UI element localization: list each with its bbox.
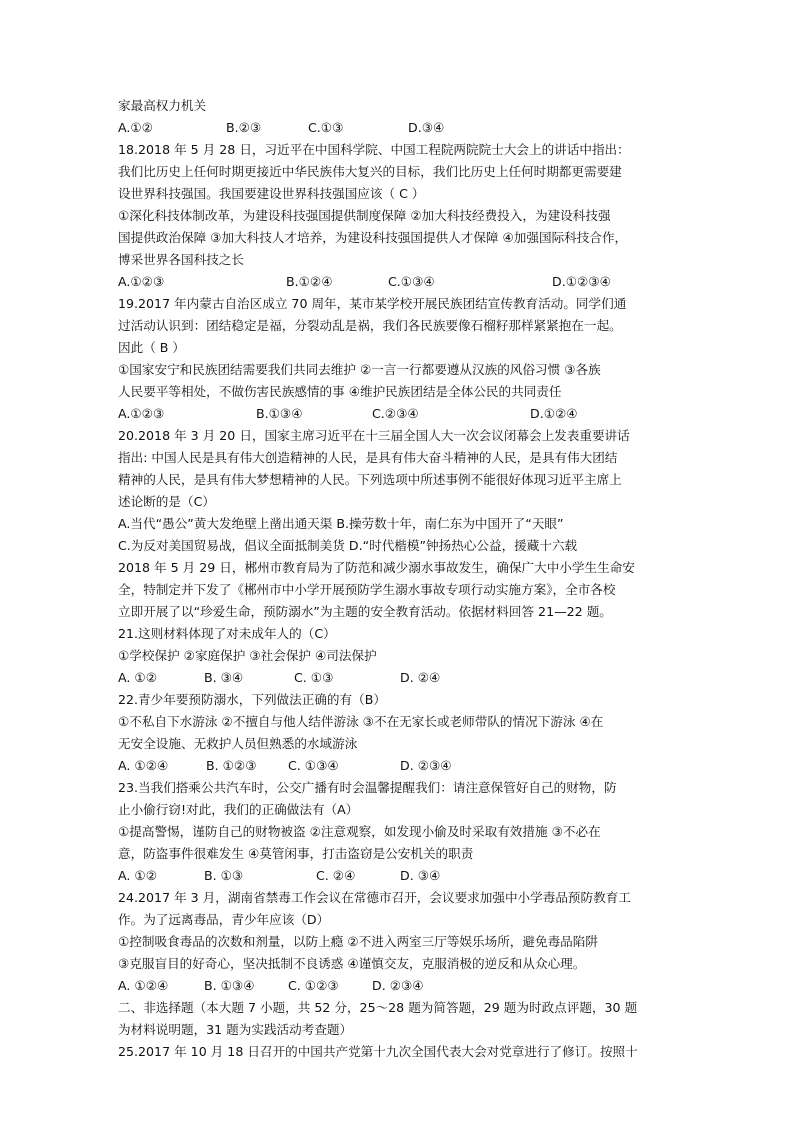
question-stem-line: ①控制吸食毒品的次数和剂量，以防上瘾 ②不进入两室三厅等娱乐场所，避免毒品陷阱 [118, 934, 598, 949]
option-c: C. ①②③ [288, 978, 339, 993]
option-a: A. ①②④ [118, 758, 169, 773]
question-20 [118, 425, 678, 557]
option-b: B.②③ [226, 120, 262, 135]
question-stem-line: ①提高警惕，谨防自己的财物被盗 ②注意观察，如发现小偷及时采取有效措施 ③不必在 [118, 824, 601, 839]
option-b: B. ③④ [204, 670, 244, 685]
question-stem-line: 家最高权力机关 [118, 98, 207, 113]
question-stem-line: 设世界科技强国。我国要建设世界科技强国应该（ C ） [118, 186, 425, 201]
question-stem-line: 意，防盗事件很难发生 ④莫管闲事，打击盗窃是公安机关的职责 [118, 846, 474, 861]
question-options [118, 755, 678, 777]
question-stem-line: ③克服盲目的好奇心，坚决抵制不良诱惑 ④谨慎交友，克服消极的逆反和从众心理。 [118, 956, 586, 971]
question-23 [118, 777, 678, 887]
question-stem-line: 止小偷行窃!对此，我们的正确做法有（A） [118, 802, 359, 817]
question-stem-line: 因此（ B ） [118, 340, 186, 355]
question-stem-line: 21.这则材料体现了对未成年人的（C） [118, 626, 336, 641]
question-25 [118, 1041, 678, 1063]
option-c: C.①③ [308, 120, 344, 135]
option-a: A. ①② [118, 868, 157, 883]
option-d: D. ②③④ [372, 978, 424, 993]
question-stem-line: 24.2017 年 3 月，湖南省禁毒工作会议在常德市召开，会议要求加强中小学毒品预防教育工 [118, 890, 631, 905]
question-options [118, 667, 678, 689]
question-18 [118, 139, 678, 293]
question-stem-line: 20.2018 年 3 月 20 日，国家主席习近平在十三届全国人大一次会议闭幕会上发表重要讲话 [118, 428, 630, 443]
question-stem-line: 22.青少年要预防溺水，下列做法正确的有（B） [118, 692, 386, 707]
question-stem-line: 过活动认识到：团结稳定是福，分裂动乱是祸，我们各民族要像石榴籽那样紧紧抱在一起。 [118, 318, 622, 333]
question-stem-line: ①不私自下水游泳 ②不擅自与他人结伴游泳 ③不在无家长或老师带队的情况下游泳 ④在 [118, 714, 604, 729]
option-d: D.③④ [408, 120, 445, 135]
question-options [118, 975, 678, 997]
question-stem-line: 我们比历史上任何时期更接近中华民族伟大复兴的目标，我们比历史上任何时期都更需要建 [118, 164, 622, 179]
question-stem-line: ①深化科技体制改革，为建设科技强国提供制度保障 ②加大科技经费投入，为建设科技强 [118, 208, 611, 223]
question-stem-line: 无安全设施、无救护人员但熟悉的水域游泳 [118, 736, 358, 751]
material-line: 立即开展了以“珍爱生命，预防溺水”为主题的安全教育活动。依据材料回答 21—22 题。 [118, 604, 612, 619]
option-c: C. ①③ [294, 670, 334, 685]
question-24 [118, 887, 678, 997]
option-c: C. ①③④ [288, 758, 339, 773]
question-stem-line: 23.当我们搭乘公共汽车时，公交广播有时会温馨提醒我们：请注意保管好自己的财物，防 [118, 780, 617, 795]
option-a: A.①② [118, 120, 153, 135]
section-heading-line: 为材料说明题，31 题为实践活动考查题） [118, 1022, 353, 1037]
option-d: D.①②③④ [552, 274, 611, 289]
question-options [118, 403, 678, 425]
option-a: A. ①② [118, 670, 157, 685]
option-b: B. ①②③ [206, 758, 257, 773]
option-b: B. ①③④ [204, 978, 255, 993]
question-stem-line: 指出: 中国人民是具有伟大创造精神的人民，是具有伟大奋斗精神的人民，是具有伟大团结 [118, 450, 618, 465]
option-d: D. ②④ [400, 670, 441, 685]
question-17-tail [118, 95, 678, 139]
question-stem-line: 19.2017 年内蒙古自治区成立 70 周年，某市某学校开展民族团结宣传教育活动。同学们通 [118, 296, 627, 311]
question-stem-line: 述论断的是（C） [118, 494, 215, 509]
option-b: B. ①③ [204, 868, 244, 883]
section-two-heading [118, 997, 678, 1041]
question-options [118, 271, 678, 293]
option-b: B.①③④ [256, 406, 303, 421]
question-19 [118, 293, 678, 425]
question-option-line: C.为反对美国贸易战，倡议全面抵制美货 D.“时代楷模”钟扬热心公益，援藏十六载 [118, 538, 578, 553]
question-option-line: A.当代“愚公”黄大发绝壁上凿出通天渠 B.操劳数十年，南仁东为中国开了“天眼” [118, 516, 564, 531]
question-stem-line: 18.2018 年 5 月 28 日，习近平在中国科学院、中国工程院两院院士大会上的讲话中指出： [118, 142, 630, 157]
option-a: A.①②③ [118, 406, 165, 421]
option-a: A. ①②④ [118, 978, 169, 993]
question-options [118, 865, 678, 887]
question-stem-line: 人民要平等相处，不做伤害民族感情的事 ④维护民族团结是全体公民的共同责任 [118, 384, 562, 399]
material-line: 全，特制定并下发了《郴州市中小学开展预防学生溺水事故专项行动实施方案》，全市各校 [118, 582, 616, 597]
material-line: 2018 年 5 月 29 日，郴州市教育局为了防范和减少溺水事故发生，确保广大中小学生生命安 [118, 560, 635, 575]
option-d: D. ②③④ [400, 758, 452, 773]
question-stem-line: ①国家安宁和民族团结需要我们共同去维护 ②一言一行都要遵从汉族的风俗习惯 ③各族 [118, 362, 601, 377]
option-c: C.②③④ [372, 406, 419, 421]
option-c: C. ②④ [316, 868, 356, 883]
question-22 [118, 689, 678, 777]
question-stem-line: 精神的人民，是具有伟大梦想精神的人民。下列选项中所述事例不能很好体现习近平主席上 [118, 472, 622, 487]
question-stem-line: 25.2017 年 10 月 18 日召开的中国共产党第十九次全国代表大会对党章进行了修订。按照十 [118, 1044, 638, 1059]
reading-material [118, 557, 678, 623]
question-stem-line: ①学校保护 ②家庭保护 ③社会保护 ④司法保护 [118, 648, 377, 663]
question-stem-line: 作。为了远离毒品，青少年应该（D） [118, 912, 330, 927]
question-stem-line: 博采世界各国科技之长 [118, 252, 244, 267]
section-heading-line: 二、非选择题（本大题 7 小题，共 52 分，25～28 题为简答题，29 题为时政点评题，30 题 [118, 1000, 638, 1015]
question-21 [118, 623, 678, 689]
question-stem-line: 国提供政治保障 ③加大科技人才培养，为建设科技强国提供人才保障 ④加强国际科技合作， [118, 230, 628, 245]
option-a: A.①②③ [118, 274, 165, 289]
option-c: C.①③④ [388, 274, 435, 289]
option-d: D.①②④ [530, 406, 578, 421]
option-b: B.①②④ [286, 274, 333, 289]
exam-page [118, 95, 678, 1063]
option-d: D. ③④ [400, 868, 441, 883]
question-options [118, 117, 678, 139]
